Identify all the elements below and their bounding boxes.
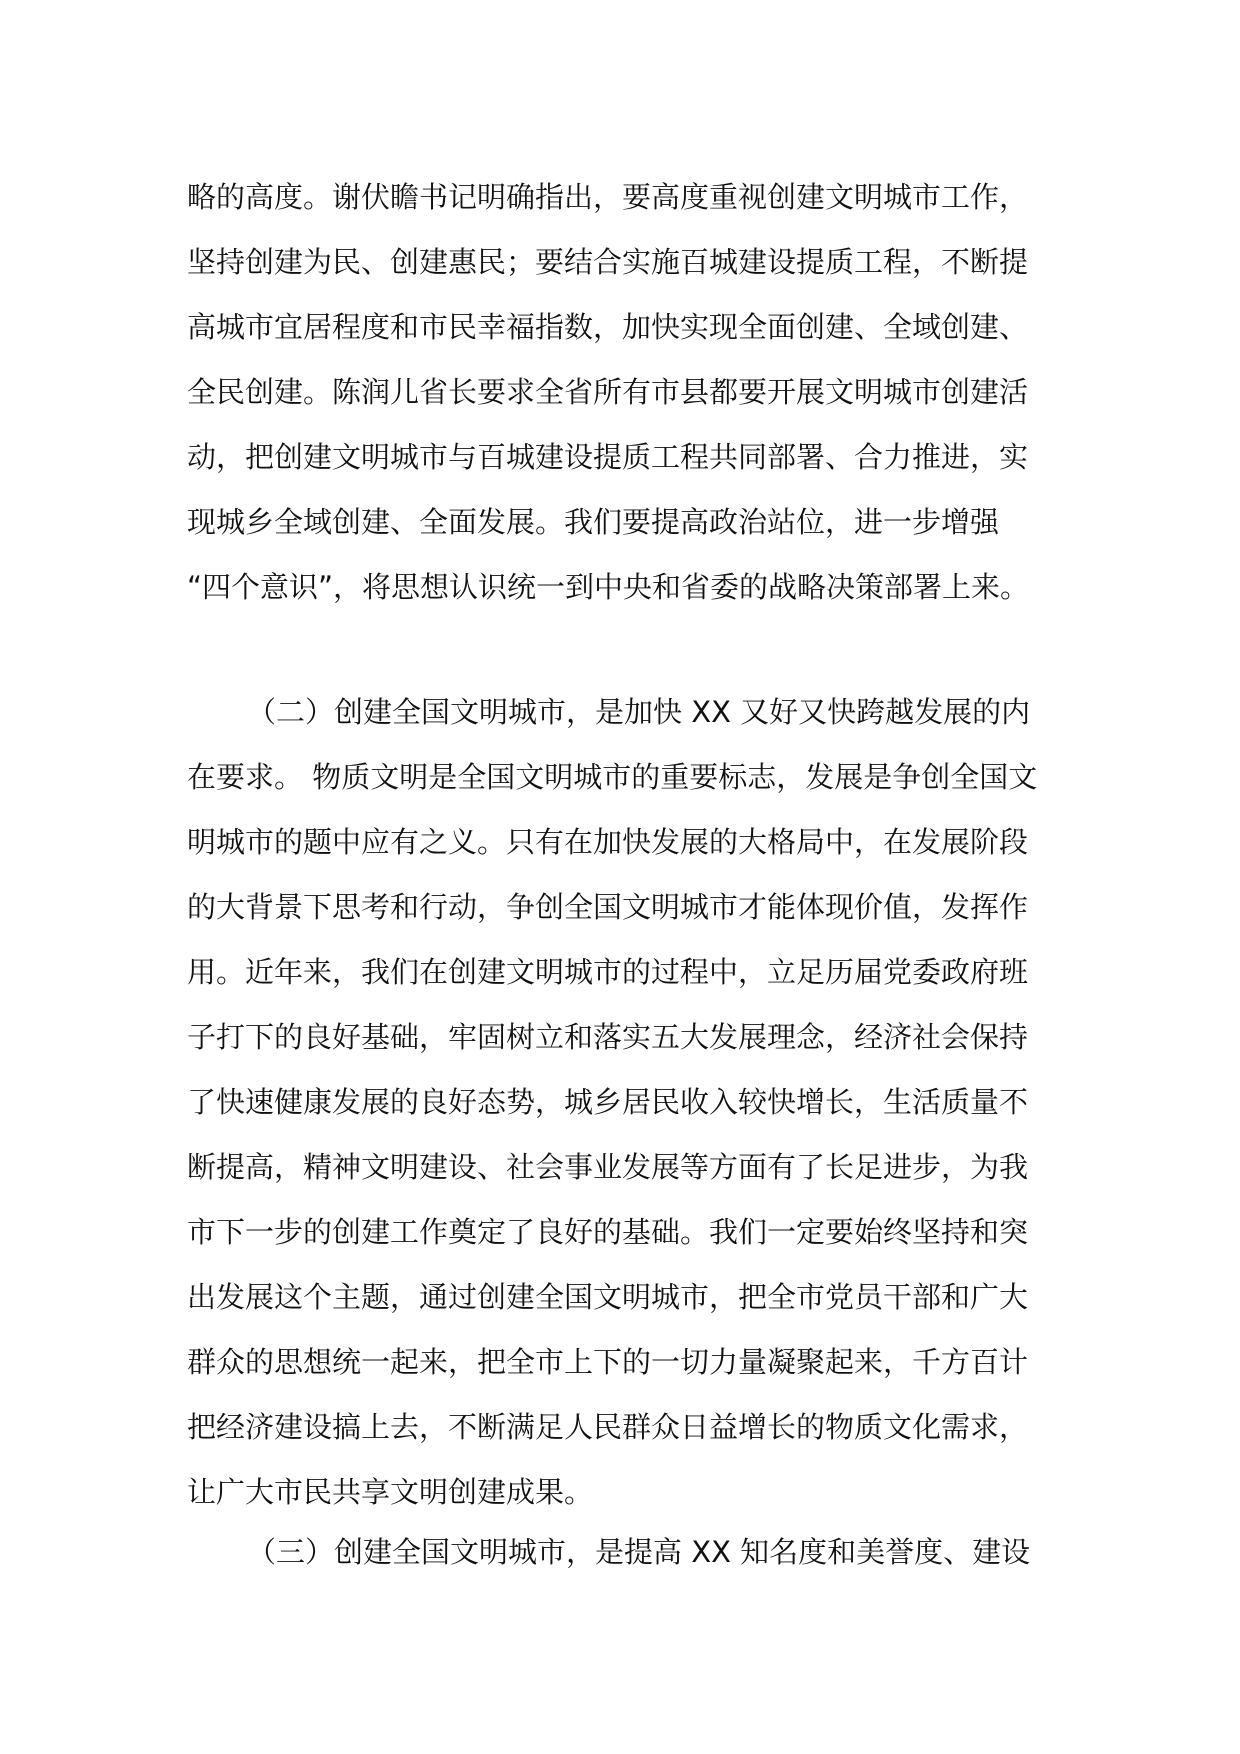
paragraph-line: 明城市的题中应有之义。只有在加快发展的大格局中，在发展阶段 — [187, 825, 1029, 859]
paragraph-line: 动，把创建文明城市与百城建设提质工程共同部署、合力推进，实 — [187, 440, 1029, 474]
paragraph-line: 群众的思想统一起来，把全市上下的一切力量凝聚起来，千方百计 — [187, 1345, 1029, 1379]
paragraph-line: 坚持创建为民、创建惠民；要结合实施百城建设提质工程，不断提 — [187, 245, 1029, 279]
paragraph-line: 高城市宜居程度和市民幸福指数，加快实现全面创建、全域创建、 — [187, 310, 1029, 344]
paragraph-3 — [187, 1520, 1067, 1585]
paragraph-line: 了快速健康发展的良好态势，城乡居民收入较快增长，生活质量不 — [187, 1085, 1029, 1119]
paragraph-line: 出发展这个主题，通过创建全国文明城市，把全市党员干部和广大 — [187, 1280, 1029, 1314]
paragraph-line: 的大背景下思考和行动，争创全国文明城市才能体现价值，发挥作 — [187, 890, 1029, 924]
paragraph-line: 在要求。 物质文明是全国文明城市的重要标志，发展是争创全国文 — [187, 760, 1038, 794]
paragraph-line: 让广大市民共享文明创建成果。 — [187, 1475, 594, 1509]
paragraph-line: 用。近年来，我们在创建文明城市的过程中，立足历届党委政府班 — [187, 955, 1029, 989]
paragraph-1 — [187, 165, 1067, 620]
paragraph-line: 把经济建设搞上去，不断满足人民群众日益增长的物质文化需求， — [187, 1410, 1029, 1444]
paragraph-line: “四个意识”，将思想认识统一到中央和省委的战略决策部署上来。 — [187, 570, 1030, 604]
paragraph-heading-line: （三）创建全国文明城市，是提高 XX 知名度和美誉度、建设 — [247, 1535, 1031, 1569]
paragraph-heading-line: （二）创建全国文明城市，是加快 XX 又好又快跨越发展的内 — [247, 695, 1031, 729]
paragraph-line: 现城乡全域创建、全面发展。我们要提高政治站位，进一步增强 — [187, 505, 1000, 539]
paragraph-line: 断提高，精神文明建设、社会事业发展等方面有了长足进步，为我 — [187, 1150, 1029, 1184]
paragraph-line: 子打下的良好基础，牢固树立和落实五大发展理念，经济社会保持 — [187, 1020, 1029, 1054]
paragraph-line: 市下一步的创建工作奠定了良好的基础。我们一定要始终坚持和突 — [187, 1215, 1029, 1249]
paragraph-line: 全民创建。陈润儿省长要求全省所有市县都要开展文明城市创建活 — [187, 375, 1029, 409]
paragraph-line: 略的高度。谢伏瞻书记明确指出，要高度重视创建文明城市工作， — [187, 180, 1029, 214]
paragraph-2 — [187, 680, 1067, 1525]
